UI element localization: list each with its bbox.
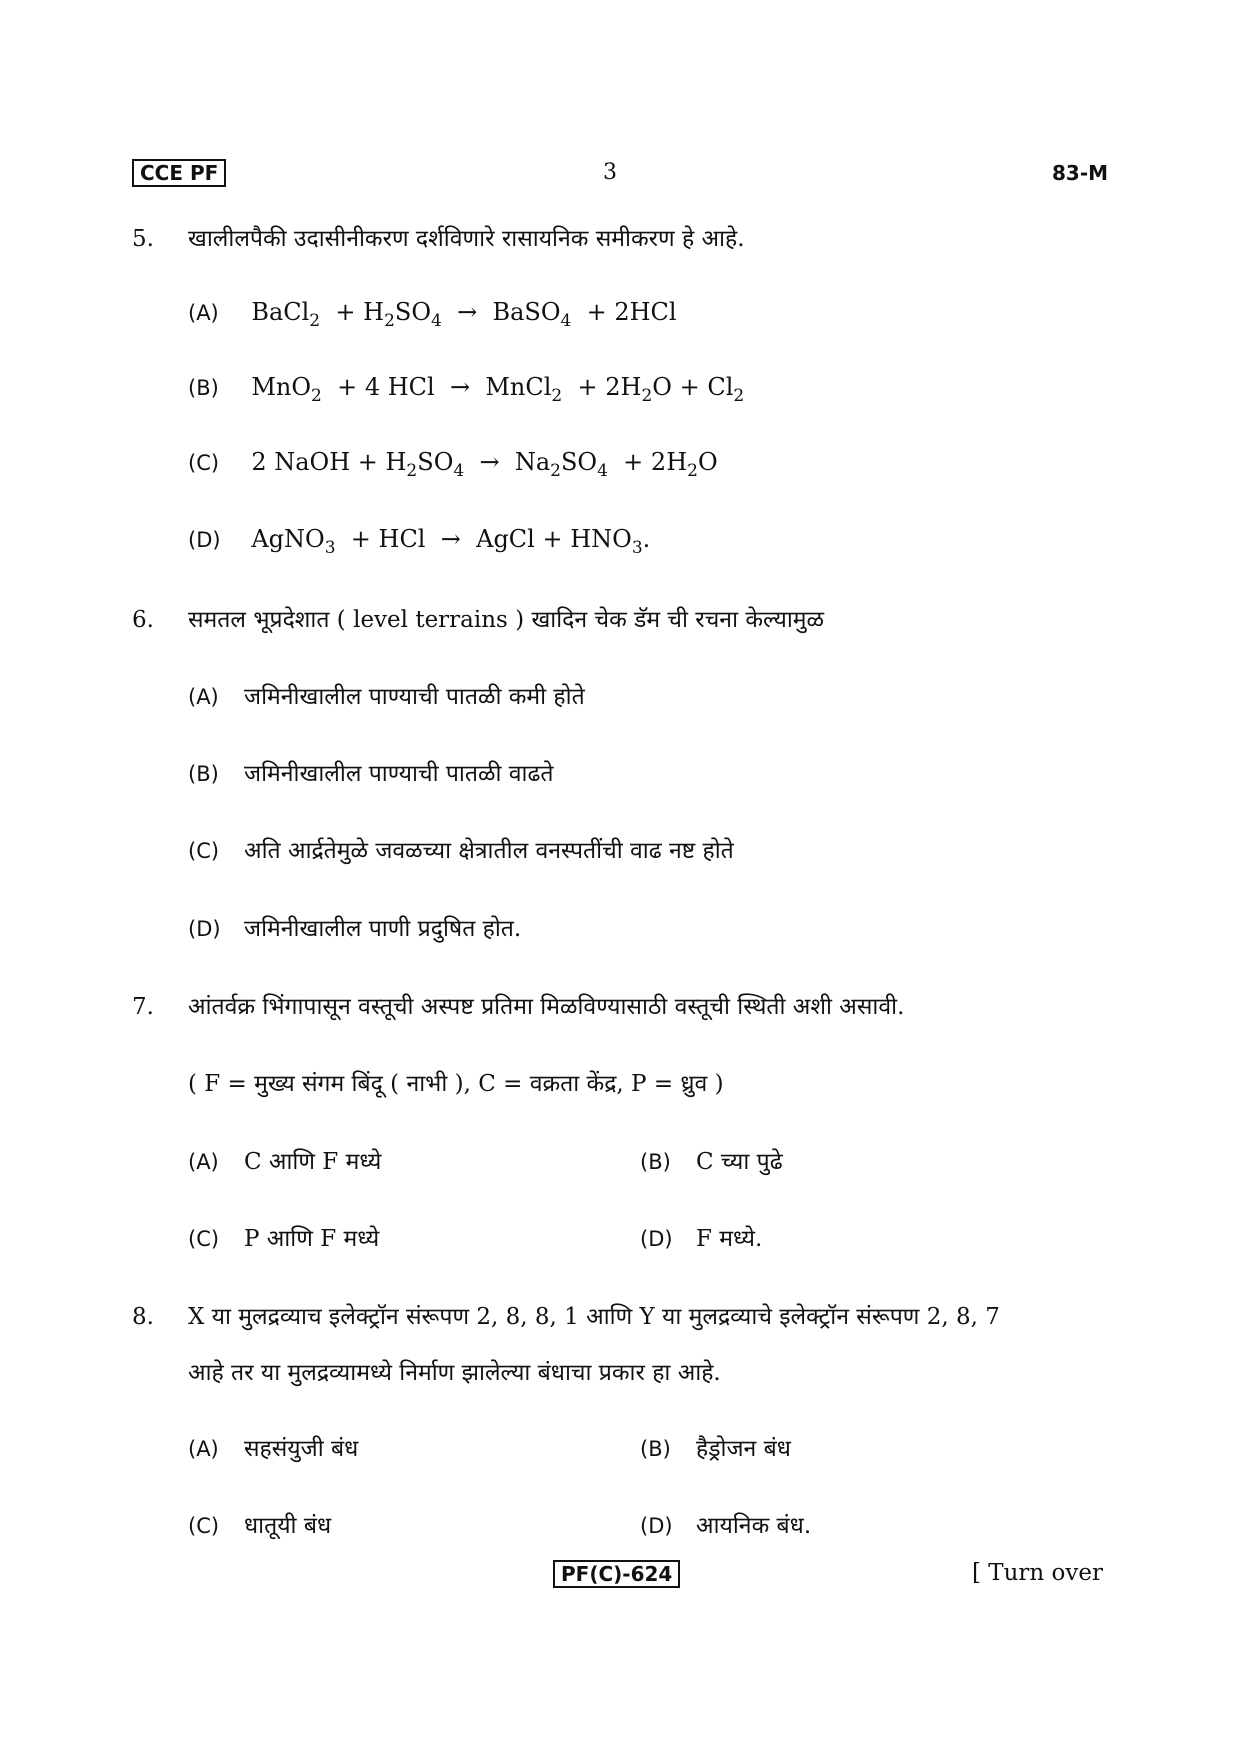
footer-code-box: PF(C)-624 xyxy=(553,1560,680,1588)
footer-paper-code xyxy=(553,1562,680,1586)
option-label: (C) xyxy=(188,451,220,475)
question-text: X या मुलद्रव्याच इलेक्ट्रॉन संरूपण 2, 8, 8, 1 आणि Y या मुलद्रव्याचे इलेक्ट्रॉन संरूपण 2, 8, 7 xyxy=(188,1304,1000,1330)
option-label: (B) xyxy=(188,376,219,400)
question-7 xyxy=(132,990,904,1024)
q7-option-a xyxy=(188,1145,381,1179)
question-text: खालीलपैकी उदासीनीकरण दर्शविणारे रासायनिक समीकरण हे आहे. xyxy=(188,226,745,252)
q7-note: ( F = मुख्य संगम बिंदू ( नाभी ), C = वक्रता केंद्र, P = ध्रुव ) xyxy=(188,1071,724,1097)
question-number: 7. xyxy=(132,994,154,1020)
q5-option-c xyxy=(188,445,718,480)
q8-option-b xyxy=(640,1432,791,1466)
option-text: सहसंयुजी बंध xyxy=(244,1436,359,1462)
option-label: (D) xyxy=(188,528,221,552)
option-text: F मध्ये. xyxy=(696,1226,763,1252)
question-8-continued: आहे तर या मुलद्रव्यामध्ये निर्माण झालेल्या बंधाचा प्रकार हा आहे. xyxy=(188,1360,721,1386)
q5-option-d xyxy=(188,522,650,557)
option-text: धातूयी बंध xyxy=(244,1513,332,1539)
option-label: (A) xyxy=(188,1437,219,1461)
chemical-equation: AgNO$_3$ + HCl → AgCl + $HNO_3$. xyxy=(251,525,651,558)
question-5 xyxy=(132,222,745,256)
option-label: (A) xyxy=(188,301,219,325)
header-right-code: 83-M xyxy=(1052,161,1109,185)
option-label: (D) xyxy=(640,1227,673,1251)
option-label: (C) xyxy=(188,1514,220,1538)
q8-option-d xyxy=(640,1509,811,1543)
question-6 xyxy=(132,603,824,637)
q8-option-a xyxy=(188,1432,358,1466)
question-8 xyxy=(132,1300,1000,1334)
question-text: आंतर्वक्र भिंगापासून वस्तूची अस्पष्ट प्रतिमा मिळविण्यासाठी वस्तूची स्थिती अशी असावी. xyxy=(188,994,905,1020)
option-text: P आणि F मध्ये xyxy=(244,1226,380,1252)
question-number: 6. xyxy=(132,607,154,633)
chemical-equation: BaCl$_2$ + $H_2SO_4$ → BaSO$_4$ + 2HCl xyxy=(251,298,677,331)
option-label: (C) xyxy=(188,1227,220,1251)
option-label: (B) xyxy=(188,762,219,786)
q8-option-c xyxy=(188,1509,331,1543)
q7-option-c xyxy=(188,1222,379,1256)
option-text: जमिनीखालील पाण्याची पातळी कमी होते xyxy=(244,684,585,710)
chemical-equation: 2 NaOH + $H_2SO_4 \to Na_2SO_4 + 2H_2O$ xyxy=(251,448,718,481)
header-left xyxy=(132,158,226,189)
question-text: समतल भूप्रदेशात ( level terrains ) खादिन चेक डॅम ची रचना केल्यामुळ xyxy=(188,607,825,633)
option-text: आयनिक बंध. xyxy=(696,1513,812,1539)
option-label: (C) xyxy=(188,839,220,863)
option-label: (D) xyxy=(188,917,221,941)
option-text: हैड्रोजन बंध xyxy=(696,1436,791,1462)
q6-option-d xyxy=(188,912,521,946)
turn-over-text: [ Turn over xyxy=(971,1560,1103,1586)
option-text: C आणि F मध्ये xyxy=(244,1149,382,1175)
page-number: 3 xyxy=(603,160,617,185)
question-number: 8. xyxy=(132,1304,154,1330)
q5-option-a xyxy=(188,295,677,330)
option-label: (D) xyxy=(640,1514,673,1538)
option-text: जमिनीखालील पाण्याची पातळी वाढते xyxy=(244,761,554,787)
q5-option-b xyxy=(188,370,744,405)
option-label: (B) xyxy=(640,1437,671,1461)
question-number: 5. xyxy=(132,226,154,252)
option-text: अति आर्द्रतेमुळे जवळच्या क्षेत्रातील वनस्पतींची वाढ नष्ट होते xyxy=(244,838,734,864)
q6-option-c xyxy=(188,834,734,868)
option-text: जमिनीखालील पाणी प्रदुषित होत. xyxy=(244,916,522,942)
option-label: (A) xyxy=(188,1150,219,1174)
q6-option-a xyxy=(188,680,585,714)
option-label: (B) xyxy=(640,1150,671,1174)
header-code-box: CCE PF xyxy=(132,159,226,187)
option-label: (A) xyxy=(188,685,219,709)
q7-option-d xyxy=(640,1222,762,1256)
q7-option-b xyxy=(640,1145,783,1179)
q6-option-b xyxy=(188,757,554,791)
chemical-equation: MnO$_2$ + 4 HCl → MnCl$_2$ + $2H_2O + Cl_2$ xyxy=(251,373,745,406)
option-text: C च्या पुढे xyxy=(696,1149,783,1175)
